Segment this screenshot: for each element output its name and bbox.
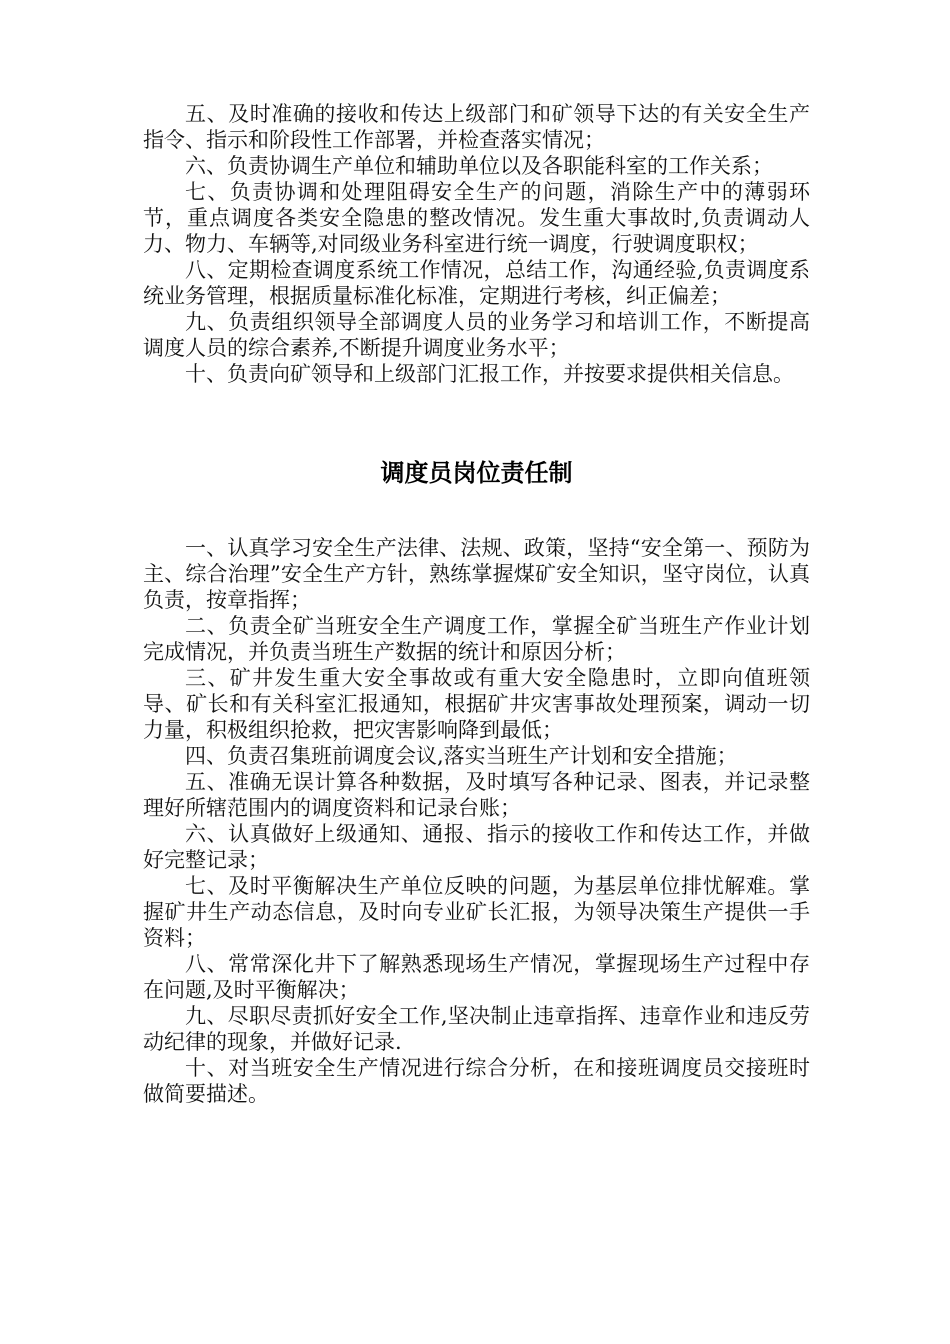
dispatcher-item-9: 九、尽职尽责抓好安全工作,坚决制止违章指挥、违章作业和违反劳动纪律的现象，并做好记录. — [143, 1004, 810, 1054]
paragraph-item-9: 九、负责组织领导全部调度人员的业务学习和培训工作，不断提高调度人员的综合素养,不断提升调度业务水平； — [143, 310, 810, 360]
dispatcher-item-8: 八、常常深化井下了解熟悉现场生产情况，掌握现场生产过程中存在问题,及时平衡解决； — [143, 952, 810, 1002]
paragraph-item-5: 五、及时准确的接收和传达上级部门和矿领导下达的有关安全生产指令、指示和阶段性工作部署，并检查落实情况； — [143, 102, 810, 152]
dispatcher-item-3: 三、矿井发生重大安全事故或有重大安全隐患时，立即向值班领导、矿长和有关科室汇报通知，根据矿井灾害事故处理预案，调动一切力量，积极组织抢救，把灾害影响降到最低； — [143, 666, 810, 742]
paragraph-item-10: 十、负责向矿领导和上级部门汇报工作，并按要求提供相关信息。 — [185, 362, 794, 386]
dispatcher-item-7: 七、及时平衡解决生产单位反映的问题，为基层单位排忧解难。掌握矿井生产动态信息，及时向专业矿长汇报，为领导决策生产提供一手资料； — [143, 874, 810, 950]
dispatcher-item-2: 二、负责全矿当班安全生产调度工作，掌握全矿当班生产作业计划完成情况，并负责当班生产数据的统计和原因分析； — [143, 614, 810, 664]
section-title: 调度员岗位责任制 — [380, 459, 573, 487]
dispatcher-item-1: 一、认真学习安全生产法律、法规、政策，坚持“安全第一、预防为 主、综合治理”安全生产方针，熟练掌握煤矿安全知识，坚守岗位，认真负责，按章指挥； — [143, 536, 831, 612]
paragraph-item-7: 七、负责协调和处理阻碍安全生产的问题，消除生产中的薄弱环节，重点调度各类安全隐患的整改情况。发生重大事故时,负责调动人力、物力、车辆等,对同级业务科室进行统一调度，行驶调度职权； — [143, 180, 810, 256]
paragraph-item-6: 六、负责协调生产单位和辅助单位以及各职能科室的工作关系； — [185, 154, 773, 178]
dispatcher-item-10: 十、对当班安全生产情况进行综合分析，在和接班调度员交接班时做简要描述。 — [143, 1056, 810, 1106]
dispatcher-item-6: 六、认真做好上级通知、通报、指示的接收工作和传达工作，并做好完整记录； — [143, 822, 810, 872]
paragraph-item-8: 八、定期检查调度系统工作情况，总结工作，沟通经验,负责调度系统业务管理，根据质量标准化标准，定期进行考核，纠正偏差； — [143, 258, 810, 308]
dispatcher-item-5: 五、准确无误计算各种数据，及时填写各种记录、图表，并记录整理好所辖范围内的调度资料和记录台账； — [143, 770, 810, 820]
responsibility-list-continued — [143, 101, 810, 387]
dispatcher-item-4: 四、负责召集班前调度会议,落实当班生产计划和安全措施； — [185, 744, 738, 768]
dispatcher-responsibility-list — [143, 535, 831, 1107]
